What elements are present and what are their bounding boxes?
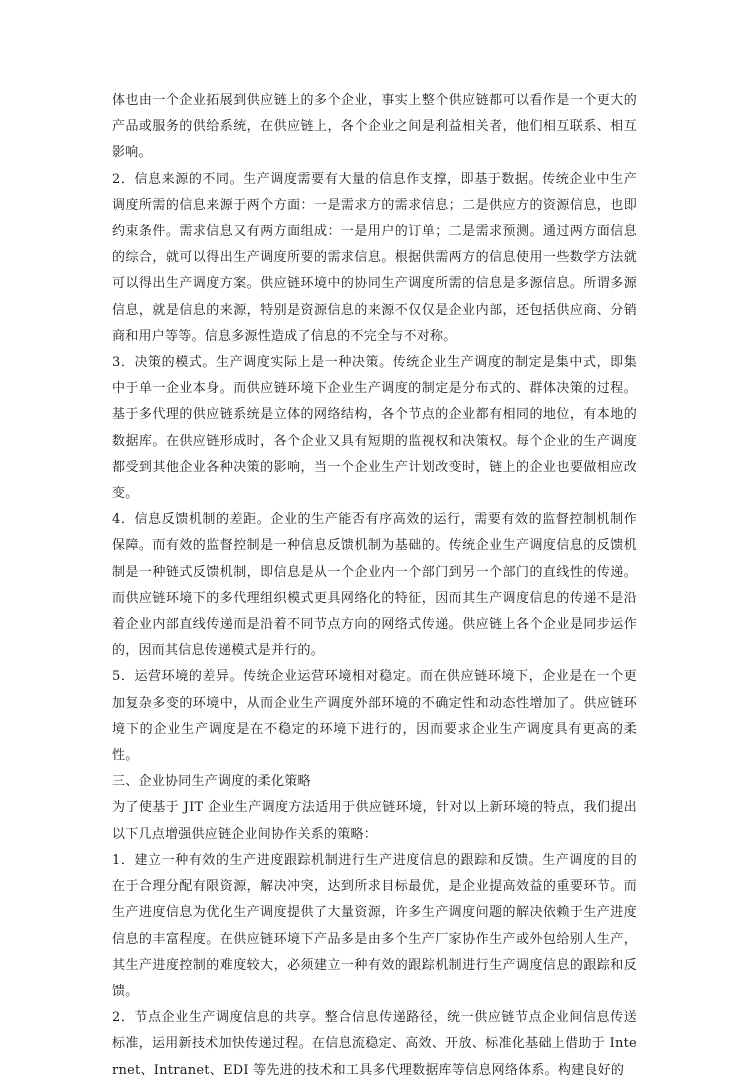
paragraph-tracking-mechanism: 1．建立一种有效的生产进度跟踪机制进行生产进度信息的跟踪和反馈。生产调度的目的在于合理分配有限资源，解决冲突，达到所求目标最优，是企业提高效益的重要环节。而生产进度信息为优化生产调度提供了大量资源，许多生产调度问题的解决依赖于生产进度信息的丰富程度。在供应链环境下产品多是由多个生产厂家协作生产或外包给别人生产，其生产进度控制的难度较大，必须建立一种有效的跟踪机制进行生产调度信息的跟踪和反馈。 bbox=[112, 852, 637, 999]
document-body bbox=[112, 88, 637, 1084]
paragraph-feedback-mechanism: 4．信息反馈机制的差距。企业的生产能否有序高效的运行，需要有效的监督控制机制作保障。而有效的监督控制是一种信息反馈机制为基础的。传统企业生产调度信息的反馈机制是一种链式反馈机制，即信息是从一个企业内一个部门到另一个部门的直线性的传递。而供应链环境下的多代理组织模式更具网络化的特征，因而其生产调度信息的传递不是沿着企业内部直线传递而是沿着不同节点方向的网络式传递。供应链上各个企业是同步运作的，因而其信息传递模式是并行的。 bbox=[112, 512, 637, 659]
paragraph-info-sharing: 2．节点企业生产调度信息的共享。整合信息传递路径，统一供应链节点企业间信息传送标准，运用新技术加快传递过程。在信息流稳定、高效、开放、标准化基础上借助于 Internet、Intranet、EDI 等先进的技术和工具多代理数据库等信息网络体系。构建良好的 bbox=[112, 1010, 637, 1078]
paragraph-operating-environment: 5．运营环境的差异。传统企业运营环境相对稳定。而在供应链环境下，企业是在一个更加复杂多变的环境中，从而企业生产调度外部环境的不确定性和动态性增加了。供应链环境下的企业生产调度是在不稳定的环境下进行的，因而要求企业生产调度具有更高的柔性。 bbox=[112, 669, 637, 764]
paragraph-strategy-intro: 为了使基于 JIT 企业生产调度方法适用于供应链环境，针对以上新环境的特点，我们提出以下几点增强供应链企业间协作关系的策略： bbox=[112, 800, 637, 842]
paragraph-decision-mode: 3．决策的模式。生产调度实际上是一种决策。传统企业生产调度的制定是集中式，即集中于单一企业本身。而供应链环境下企业生产调度的制定是分布式的、群体决策的过程。基于多代理的供应链系统是立体的网络结构，各个节点的企业都有相同的地位，有本地的数据库。在供应链形成时，各个企业又具有短期的监视权和决策权。每个企业的生产调度都受到其他企业各种决策的影响，当一个企业生产计划改变时，链上的企业也要做相应改变。 bbox=[112, 355, 637, 502]
paragraph-info-source: 2．信息来源的不同。生产调度需要有大量的信息作支撑，即基于数据。传统企业中生产调度所需的信息来源于两个方面：一是需求方的需求信息；二是供应方的资源信息，也即约束条件。需求信息又有两方面组成：一是用户的订单；二是需求预测。通过两方面信息的综合，就可以得出生产调度所要的需求信息。根据供需两方的信息使用一些数学方法就可以得出生产调度方案。供应链环境中的协同生产调度所需的信息是多源信息。所谓多源信息，就是信息的来源，特别是资源信息的来源不仅仅是企业内部，还包括供应商、分销商和用户等等。信息多源性造成了信息的不完全与不对称。 bbox=[112, 171, 637, 344]
section-heading: 三、企业协同生产调度的柔化策略 bbox=[112, 774, 311, 790]
paragraph-continuation: 体也由一个企业拓展到供应链上的多个企业，事实上整个供应链都可以看作是一个更大的产品或服务的供给系统，在供应链上，各个企业之间是利益相关者，他们相互联系、相互影响。 bbox=[112, 93, 637, 161]
